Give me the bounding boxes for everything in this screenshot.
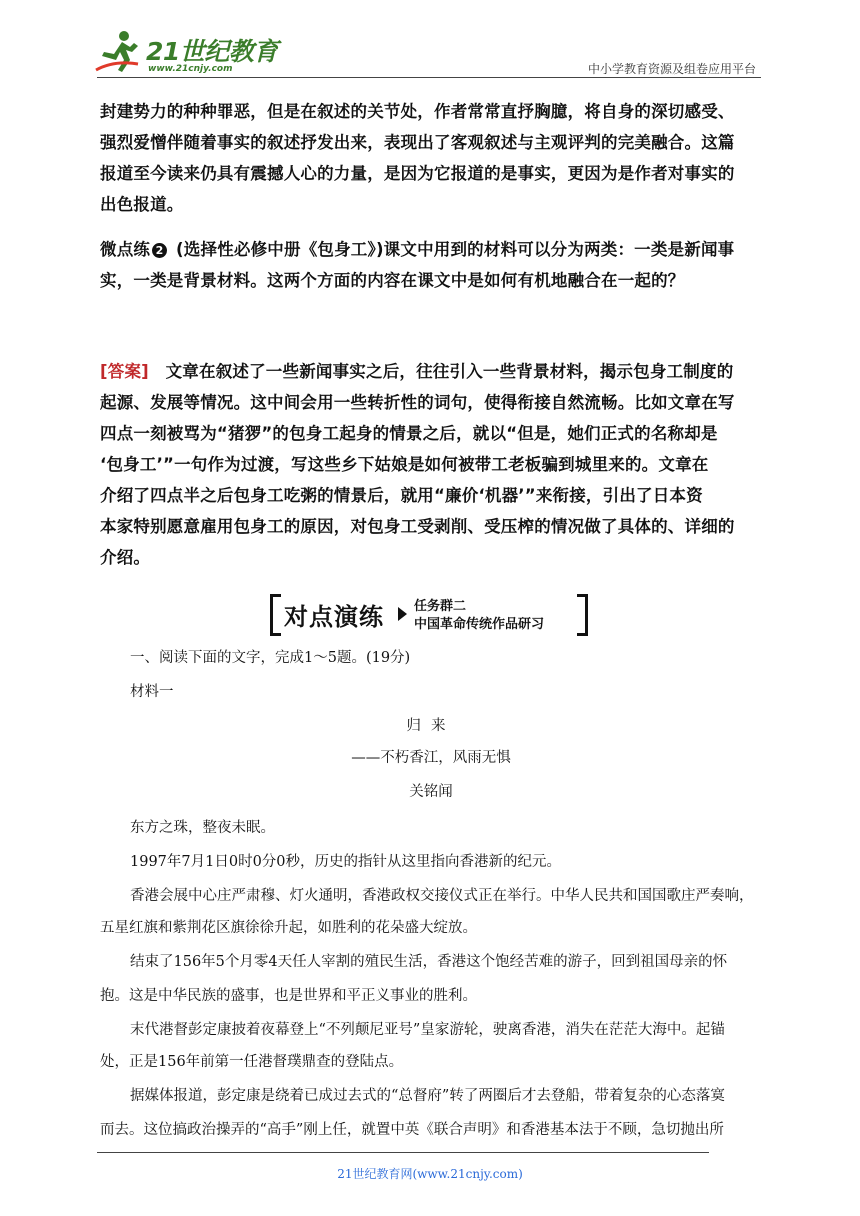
practice-line-1: [100, 234, 762, 265]
left-bracket: [270, 594, 281, 636]
platform-name: 中小学教育资源及组卷应用平台: [587, 62, 756, 76]
text-line: ‘包身工’”一句作为过渡，写这些乡下姑娘是如何被带工老板骗到城里来的。文章在: [100, 455, 709, 474]
runner-logo-icon: [94, 30, 146, 76]
practice-line-2: 实，一类是背景材料。这两个方面的内容在课文中是如何有机地融合在一起的？: [100, 271, 685, 290]
article-title: 归来: [406, 718, 456, 734]
text-line: 出色报道。: [100, 195, 184, 214]
article-line: 香港会展中心庄严肃穆、灯火通明，香港政权交接仪式正在举行。中华人民共和国国歌庄严奏响，: [130, 888, 754, 904]
article-line: 结束了156年5个月零4天任人宰割的殖民生活，香港这个饱经苦难的游子，回到祖国母亲的怀: [130, 954, 728, 970]
article-line: 处，正是156年前第一任港督璞鼎查的登陆点。: [100, 1054, 404, 1070]
site-logo[interactable]: [94, 30, 278, 78]
banner-task-group: 任务群二: [414, 599, 467, 614]
header-divider: [97, 77, 761, 78]
intro-paragraph: [100, 96, 762, 220]
right-bracket: [577, 594, 588, 636]
article-line: 抱。这是中华民族的盛事，也是世界和平正义事业的胜利。: [100, 988, 477, 1004]
text-line: 报道至今读来仍具有震撼人心的力量，是因为它报道的是事实，更因为是作者对事实的: [100, 164, 735, 183]
article-author: 关铭闻: [409, 784, 453, 800]
answer-text: 文章在叙述了一些新闻事实之后，往往引入一些背景材料，揭示包身工制度的: [148, 362, 734, 381]
practice-text: (选择性必修中册《包身工》)课文中用到的材料可以分为两类：一类是新闻事: [170, 240, 735, 259]
text-line: 封建势力的种种罪恶，但是在叙述的关节处，作者常常直抒胸臆，将自身的深切感受、: [100, 102, 735, 121]
answer-line-1: [100, 356, 762, 387]
article-subtitle: ——不朽香江，风雨无惧: [351, 750, 511, 766]
text-line: 本家特别愿意雇用包身工的原因，对包身工受剥削、受压榨的情况做了具体的、详细的: [100, 517, 735, 536]
section-banner: [270, 594, 588, 634]
circled-number-badge: 2: [152, 243, 167, 258]
article-line: 东方之珠，整夜未眠。: [130, 820, 275, 836]
banner-title: 对点演练: [284, 603, 384, 631]
play-arrow-icon: [398, 607, 407, 621]
practice-question: [100, 234, 762, 296]
material-label: 材料一: [130, 684, 174, 700]
footer-link[interactable]: 21世纪教育网(www.21cnjy.com): [337, 1167, 523, 1181]
answer-tag: [答案]: [100, 362, 149, 381]
banner-subtitle: 中国革命传统作品研习: [414, 617, 545, 632]
article-line: 据媒体报道，彭定康是绕着已成过去式的“总督府”转了两圈后才去登船，带着复杂的心态落寞: [130, 1088, 725, 1104]
text-line: 起源、发展等情况。这中间会用一些转折性的词句，使得衔接自然流畅。比如文章在写: [100, 393, 735, 412]
article-line: 1997年7月1日0时0分0秒，历史的指针从这里指向香港新的纪元。: [130, 854, 562, 870]
article-line: 五星红旗和紫荆花区旗徐徐升起，如胜利的花朵盛大绽放。: [100, 920, 477, 936]
article-line: 末代港督彭定康披着夜幕登上“不列颠尼亚号”皇家游轮，驶离香港，消失在茫茫大海中。起锚: [130, 1022, 725, 1038]
practice-label: 微点练: [100, 240, 151, 259]
footer-divider: [97, 1152, 709, 1153]
text-line: 强烈爱憎伴随着事实的叙述抒发出来，表现出了客观叙述与主观评判的完美融合。这篇: [100, 133, 735, 152]
text-line: 介绍。: [100, 548, 151, 567]
article-line: 而去。这位搞政治操弄的“高手”刚上任，就置中英《联合声明》和香港基本法于不顾，急切抛出所: [100, 1122, 724, 1138]
text-line: 介绍了四点半之后包身工吃粥的情景后，就用“廉价‘机器’”来衔接，引出了日本资: [100, 486, 703, 505]
question-instruction: 一、阅读下面的文字，完成1～5题。(19分): [130, 650, 411, 666]
answer-paragraph: [100, 356, 762, 573]
logo-wordmark: 21世纪教育: [146, 37, 278, 66]
logo-url: www.21cnjy.com: [148, 64, 233, 74]
text-line: 四点一刻被骂为“猪猡”的包身工起身的情景之后，就以“但是，她们正式的名称却是: [100, 424, 718, 443]
page-header: [0, 0, 860, 80]
